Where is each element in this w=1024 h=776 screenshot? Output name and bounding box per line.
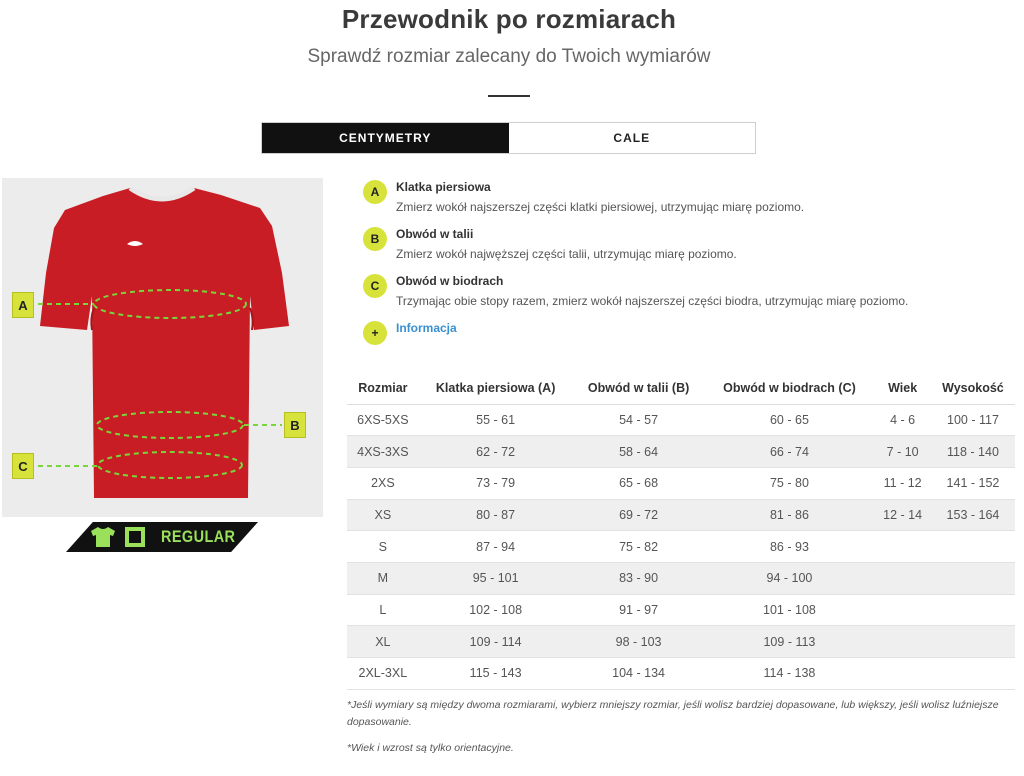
- table-cell: 6XS-5XS: [347, 404, 419, 436]
- table-row: [347, 467, 1015, 499]
- table-row: [347, 531, 1015, 563]
- table-row: [347, 404, 1015, 436]
- table-cell: 102 - 108: [419, 594, 573, 626]
- table-cell: 80 - 87: [419, 499, 573, 531]
- table-cell: [874, 658, 931, 690]
- table-cell: 65 - 68: [573, 467, 705, 499]
- table-cell: 115 - 143: [419, 658, 573, 690]
- column-header: Wiek: [874, 372, 931, 404]
- measure-description: Zmierz wokół najwęższej części talii, utrzymując miarę poziomo.: [396, 247, 737, 261]
- table-cell: [931, 562, 1015, 594]
- table-cell: 69 - 72: [573, 499, 705, 531]
- measure-title: Obwód w talii: [396, 227, 474, 241]
- orientation-note: *Wiek i wzrost są tylko orientacyjne.: [347, 742, 514, 754]
- marker-c-circle: C: [363, 274, 387, 298]
- page-subtitle: Sprawdź rozmiar zalecany do Twoich wymiarów: [307, 46, 711, 67]
- table-cell: 83 - 90: [573, 562, 705, 594]
- table-cell: [874, 562, 931, 594]
- marker-c: C: [12, 453, 34, 479]
- unit-tabs: [261, 122, 756, 154]
- tab-cale[interactable]: CALE: [509, 123, 756, 153]
- table-cell: 91 - 97: [573, 594, 705, 626]
- table-cell: [931, 658, 1015, 690]
- table-cell: 60 - 65: [705, 404, 875, 436]
- fit-label: REGULAR: [161, 527, 236, 546]
- marker-b: B: [284, 412, 306, 438]
- table-cell: 94 - 100: [705, 562, 875, 594]
- table-cell: [874, 626, 931, 658]
- table-cell: 118 - 140: [931, 436, 1015, 468]
- table-cell: [931, 594, 1015, 626]
- page-title: Przewodnik po rozmiarach: [341, 4, 677, 34]
- tab-centymetry[interactable]: CENTYMETRY: [262, 123, 509, 153]
- table-row: [347, 626, 1015, 658]
- plus-icon[interactable]: +: [363, 321, 387, 345]
- table-cell: 98 - 103: [573, 626, 705, 658]
- table-row: [347, 436, 1015, 468]
- table-cell: [931, 531, 1015, 563]
- table-cell: XL: [347, 626, 419, 658]
- table-cell: 86 - 93: [705, 531, 875, 563]
- table-cell: 109 - 113: [705, 626, 875, 658]
- table-cell: 7 - 10: [874, 436, 931, 468]
- table-cell: 101 - 108: [705, 594, 875, 626]
- table-cell: 75 - 82: [573, 531, 705, 563]
- marker-b-circle: B: [363, 227, 387, 251]
- table-cell: S: [347, 531, 419, 563]
- marker-a: A: [12, 292, 34, 318]
- table-cell: XS: [347, 499, 419, 531]
- fit-badge: [66, 522, 258, 552]
- table-cell: 2XL-3XL: [347, 658, 419, 690]
- table-cell: 55 - 61: [419, 404, 573, 436]
- table-cell: L: [347, 594, 419, 626]
- table-cell: 62 - 72: [419, 436, 573, 468]
- table-cell: [931, 626, 1015, 658]
- marker-a-circle: A: [363, 180, 387, 204]
- table-cell: 66 - 74: [705, 436, 875, 468]
- table-cell: 54 - 57: [573, 404, 705, 436]
- table-cell: 58 - 64: [573, 436, 705, 468]
- title-divider: [488, 95, 530, 97]
- table-cell: 2XS: [347, 467, 419, 499]
- column-header: Rozmiar: [347, 372, 419, 404]
- table-cell: 12 - 14: [874, 499, 931, 531]
- tshirt-icon: [90, 526, 116, 548]
- column-header: Klatka piersiowa (A): [419, 372, 573, 404]
- table-cell: 95 - 101: [419, 562, 573, 594]
- table-cell: 4XS-3XS: [347, 436, 419, 468]
- table-cell: 104 - 134: [573, 658, 705, 690]
- table-cell: 81 - 86: [705, 499, 875, 531]
- table-cell: 11 - 12: [874, 467, 931, 499]
- table-cell: 153 - 164: [931, 499, 1015, 531]
- size-note: *Jeśli wymiary są między dwoma rozmiarami, wybierz mniejszy rozmiar, jeśli wolisz bardziej dopasowane, lub większy, jeśli wolisz luźniejsze dopasowanie.: [347, 699, 999, 728]
- table-cell: [874, 594, 931, 626]
- measure-title: Obwód w biodrach: [396, 274, 504, 288]
- table-header-row: [347, 372, 1015, 404]
- shirt-illustration: [2, 178, 323, 517]
- table-row: [347, 562, 1015, 594]
- column-header: Obwód w biodrach (C): [705, 372, 875, 404]
- column-header: Wysokość: [931, 372, 1015, 404]
- square-fit-icon: [124, 526, 146, 548]
- table-cell: 73 - 79: [419, 467, 573, 499]
- table-cell: 75 - 80: [705, 467, 875, 499]
- measure-title: Klatka piersiowa: [396, 180, 491, 194]
- table-cell: M: [347, 562, 419, 594]
- table-cell: 4 - 6: [874, 404, 931, 436]
- table-cell: 109 - 114: [419, 626, 573, 658]
- column-header: Obwód w talii (B): [573, 372, 705, 404]
- table-row: [347, 499, 1015, 531]
- tshirt-icon: [2, 178, 323, 517]
- table-cell: 100 - 117: [931, 404, 1015, 436]
- table-cell: [874, 531, 931, 563]
- measure-description: Zmierz wokół najszerszej części klatki piersiowej, utrzymując miarę poziomo.: [396, 200, 805, 214]
- measure-description: Trzymając obie stopy razem, zmierz wokół najszerszej części biodra, utrzymując miarę poziomo.: [396, 294, 909, 308]
- table-cell: 114 - 138: [705, 658, 875, 690]
- table-cell: 141 - 152: [931, 467, 1015, 499]
- table-cell: 87 - 94: [419, 531, 573, 563]
- info-link[interactable]: Informacja: [396, 321, 457, 335]
- table-row: [347, 658, 1015, 690]
- size-table: [347, 372, 1015, 690]
- table-row: [347, 594, 1015, 626]
